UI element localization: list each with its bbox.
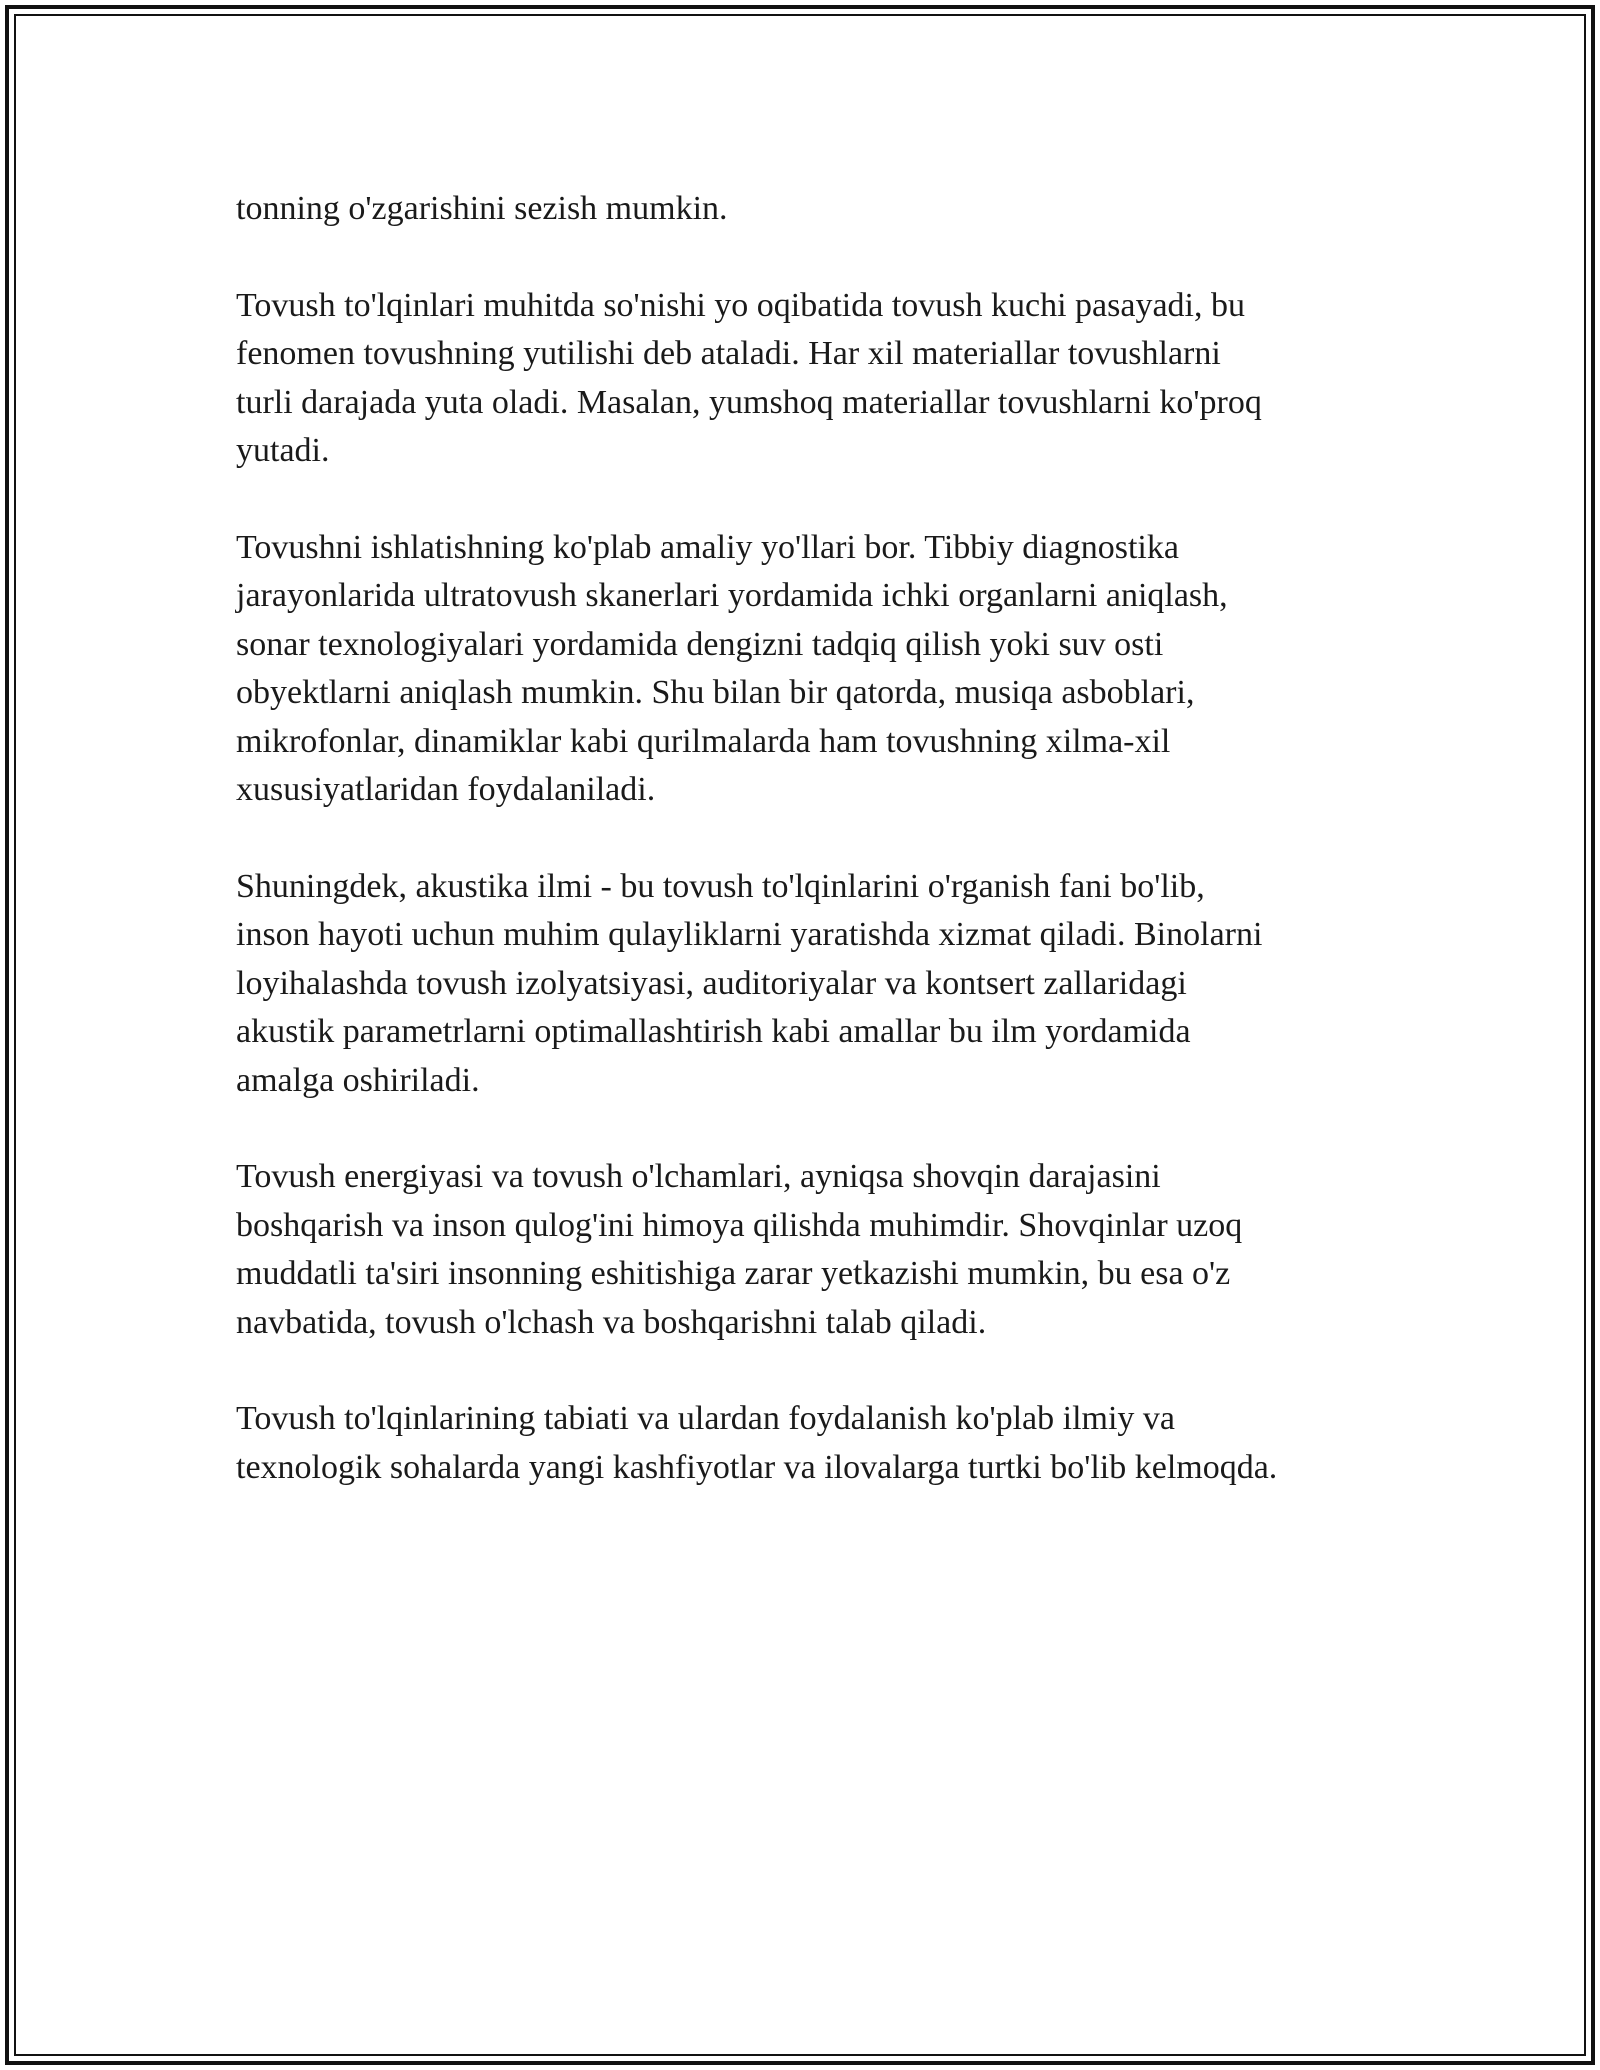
paragraph-4: [236, 863, 1386, 1106]
text-line: loyihalashda tovush izolyatsiyasi, auditoriyalar va kontsert zallaridagi: [236, 964, 1187, 1002]
text-line: Tovush to'lqinlari muhitda so'nishi yo oqibatida tovush kuchi pasayadi, bu: [236, 286, 1245, 324]
document-body: [236, 185, 1386, 1540]
text-line: xususiyatlaridan foydalaniladi.: [236, 771, 656, 808]
text-line: mikrofonlar, dinamiklar kabi qurilmalarda ham tovushning xilma-xil: [236, 722, 1171, 760]
text-line: yutadi.: [236, 432, 330, 469]
text-line: Tovushni ishlatishning ko'plab amaliy yo'llari bor. Tibbiy diagnostika: [236, 528, 1179, 566]
text-line: obyektlarni aniqlash mumkin. Shu bilan bir qatorda, musiqa asboblari,: [236, 674, 1195, 711]
text-line: akustik parametrlarni optimallashtirish kabi amallar bu ilm yordamida: [236, 1013, 1191, 1050]
text-line: fenomen tovushning yutilishi deb ataladi. Har xil materiallar tovushlarni: [236, 335, 1221, 372]
text-line: texnologik sohalarda yangi kashfiyotlar va ilovalarga turtki bo'lib kelmoqda.: [236, 1448, 1278, 1486]
text-line: tonning o'zgarishini sezish mumkin.: [236, 190, 728, 227]
paragraph-1: [236, 185, 1386, 234]
text-line: muddatli ta'siri insonning eshitishiga zarar yetkazishi mumkin, bu esa o'z: [236, 1255, 1231, 1292]
text-line: Shuningdek, akustika ilmi - bu tovush to'lqinlarini o'rganish fani bo'lib,: [236, 867, 1205, 905]
text-line: boshqarish va inson qulog'ini himoya qilishda muhimdir. Shovqinlar uzoq: [236, 1206, 1243, 1244]
text-line: Tovush energiyasi va tovush o'lchamlari, ayniqsa shovqin darajasini: [236, 1158, 1161, 1195]
text-line: jarayonlarida ultratovush skanerlari yordamida ichki organlarni aniqlash,: [236, 577, 1228, 614]
paragraph-6: [236, 1395, 1386, 1492]
paragraph-3: [236, 524, 1386, 815]
paragraph-2: [236, 282, 1386, 476]
text-line: inson hayoti uchun muhim qulayliklarni yaratishda xizmat qiladi. Binolarni: [236, 916, 1263, 953]
paragraph-5: [236, 1153, 1386, 1347]
text-line: turli darajada yuta oladi. Masalan, yumshoq materiallar tovushlarni ko'proq: [236, 383, 1262, 421]
text-line: Tovush to'lqinlarining tabiati va ulardan foydalanish ko'plab ilmiy va: [236, 1400, 1176, 1437]
text-line: sonar texnologiyalari yordamida dengizni tadqiq qilish yoki suv osti: [236, 625, 1164, 663]
text-line: amalga oshiriladi.: [236, 1061, 480, 1099]
text-line: navbatida, tovush o'lchash va boshqarishni talab qiladi.: [236, 1303, 987, 1341]
